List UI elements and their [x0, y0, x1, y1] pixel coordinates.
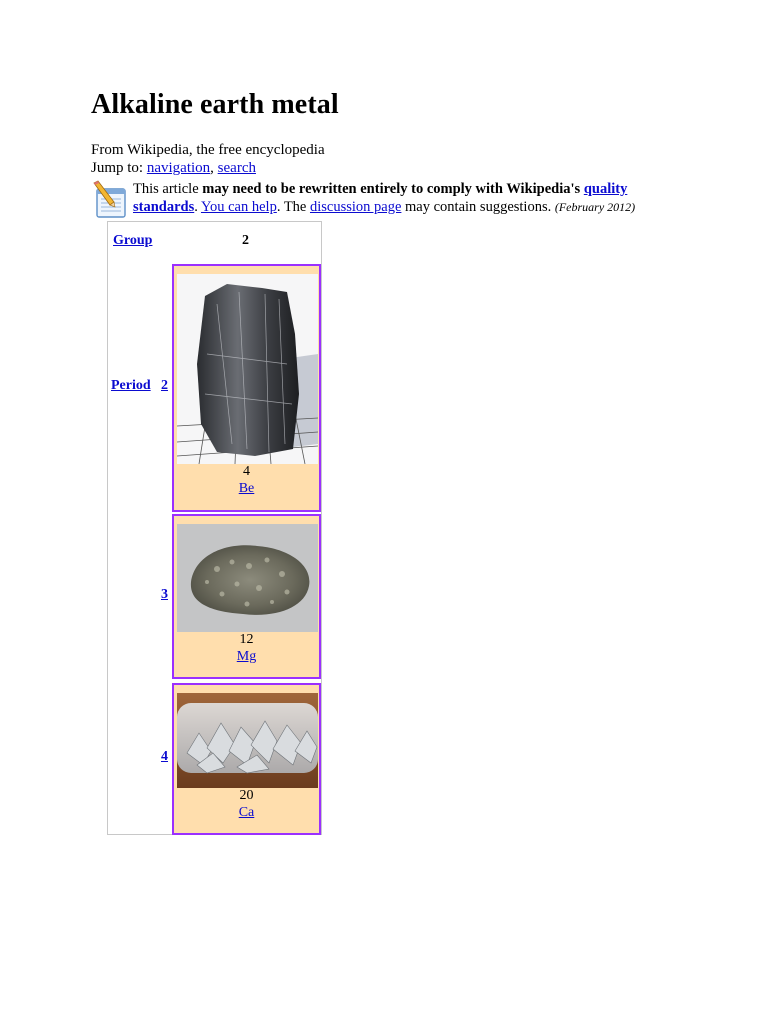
atomic-number: 20 [239, 788, 254, 803]
notepad-pencil-icon [91, 180, 129, 220]
notice-text-4: may contain suggestions. [401, 198, 555, 215]
element-cell-beryllium[interactable] [172, 264, 321, 512]
jump-to-bar [91, 160, 256, 177]
discussion-page-link[interactable]: discussion page [309, 198, 402, 215]
group-link[interactable]: Group [113, 233, 153, 248]
element-symbol-link[interactable]: Mg [236, 649, 257, 664]
period-number-4[interactable]: 4 [161, 749, 168, 764]
notice-bold-text: may need to be rewritten entirely to comply with Wikipedia's [202, 181, 584, 197]
calcium-photo [177, 693, 318, 788]
jump-to-label: Jump to: [91, 160, 144, 176]
notice-text-3: . The [276, 198, 310, 215]
period-link[interactable]: Period [111, 378, 151, 393]
element-symbol-link[interactable]: Be [238, 481, 255, 496]
page-title: Alkaline earth metal [91, 89, 339, 120]
tagline: From Wikipedia, the free encyclopedia [91, 142, 325, 158]
atomic-number: 12 [239, 632, 254, 647]
notice-text-1: This article [133, 181, 203, 197]
beryllium-photo [177, 274, 318, 464]
magnesium-photo [177, 524, 318, 632]
navigation-link[interactable]: navigation [146, 160, 211, 176]
element-cell-magnesium[interactable] [172, 514, 321, 679]
group-number: 2 [242, 233, 249, 248]
quality-standards-label: quality standards [133, 181, 628, 215]
element-symbol-link[interactable]: Ca [238, 805, 255, 820]
notice-date: (February 2012) [554, 199, 636, 214]
period-number-2[interactable]: 2 [161, 378, 168, 393]
jump-separator: , [210, 160, 214, 176]
rewrite-notice [91, 180, 691, 220]
search-link[interactable]: search [217, 160, 256, 176]
atomic-number: 4 [243, 464, 250, 479]
notice-text [133, 181, 693, 216]
you-can-help-link[interactable]: You can help [200, 198, 277, 215]
notice-text-2: . [194, 198, 201, 215]
period-number-3[interactable]: 3 [161, 587, 168, 602]
element-cell-calcium[interactable] [172, 683, 321, 835]
